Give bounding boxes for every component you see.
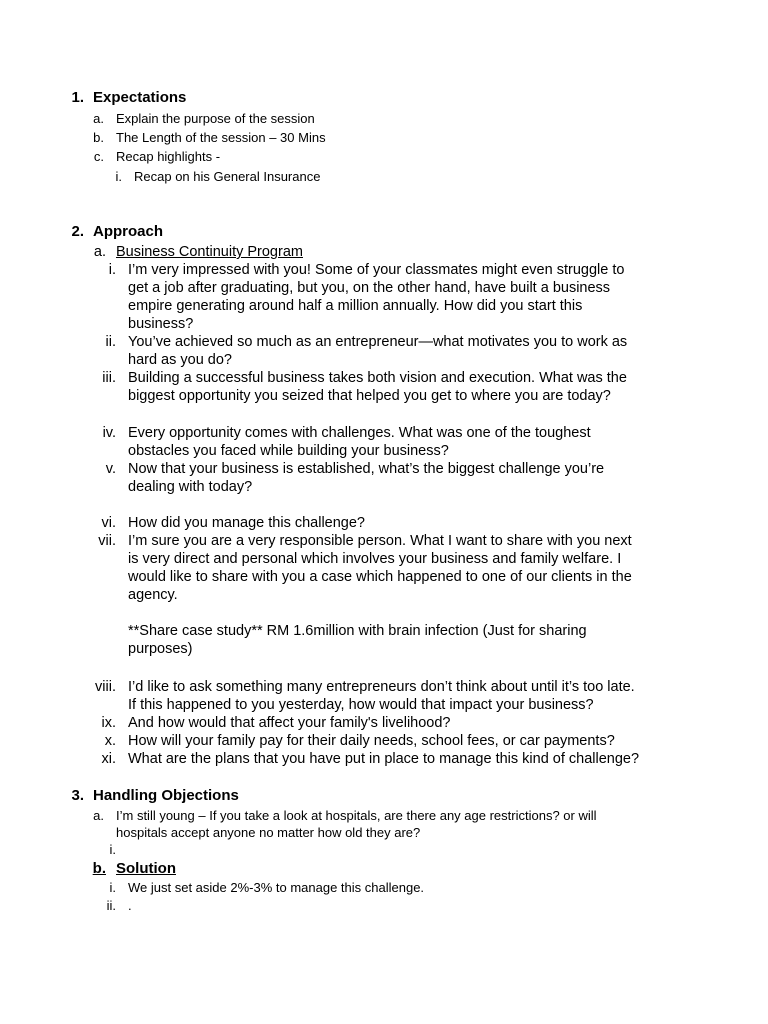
item-line: And how would that affect your family's livelihood? [128, 715, 451, 731]
item-line: How did you manage this challenge? [128, 515, 365, 531]
item-line: dealing with today? [128, 479, 253, 495]
item-marker: i. [109, 842, 116, 857]
item-line: If this happened to you yesterday, how would that impact your business? [128, 697, 594, 713]
item-line: hard as you do? [128, 352, 232, 368]
item-marker: iv. [102, 425, 116, 441]
item-line: Every opportunity comes with challenges. What was one of the toughest [128, 425, 591, 441]
section-title: Expectations [93, 89, 187, 106]
item-line: agency. [128, 587, 178, 603]
item-line: I’d like to ask something many entrepreneurs don’t think about until it’s too late. [128, 679, 635, 695]
item-marker: vii. [98, 533, 116, 549]
item-marker: c. [93, 149, 104, 164]
item-line: You’ve achieved so much as an entrepreneur—what motivates you to work as [128, 334, 628, 350]
item-text: . [128, 898, 132, 913]
item-line: hospitals accept anyone no matter how old they are? [116, 825, 421, 840]
item-line: biggest opportunity you seized that helped you get to where you are today? [128, 388, 611, 404]
section-number: 3. [71, 787, 84, 804]
solution-title: Solution [116, 860, 176, 877]
item-marker: a. [93, 111, 104, 126]
section-number: 1. [71, 89, 84, 106]
item-line: Building a successful business takes both vision and execution. What was the [128, 370, 627, 386]
item-marker: i. [109, 880, 116, 895]
item-marker: a. [93, 244, 106, 260]
item-line: What are the plans that you have put in place to manage this kind of challenge? [128, 751, 640, 767]
item-marker: a. [93, 808, 104, 823]
item-marker: ii. [106, 898, 116, 913]
section-title: Approach [93, 223, 164, 240]
item-marker: x. [104, 733, 116, 749]
item-text: The Length of the session – 30 Mins [116, 130, 326, 145]
item-line: I’m still young – If you take a look at hospitals, are there any age restrictions? or will [116, 808, 597, 823]
item-line: How will your family pay for their daily needs, school fees, or car payments? [128, 733, 615, 749]
item-line: is very direct and personal which involves your business and family welfare. I [128, 551, 622, 567]
item-line: empire generating around half a million annually. How did you start this [128, 298, 583, 314]
item-marker: vi. [101, 515, 116, 531]
item-line: **Share case study** RM 1.6million with brain infection (Just for sharing [128, 623, 587, 639]
item-line: business? [128, 316, 194, 332]
item-marker: xi. [101, 751, 116, 767]
item-line: get a job after graduating, but you, on the other hand, have built a business [128, 280, 611, 296]
item-text: We just set aside 2%-3% to manage this challenge. [128, 880, 425, 895]
item-line: obstacles you faced while building your business? [128, 443, 449, 459]
item-line: Now that your business is established, what’s the biggest challenge you’re [128, 461, 605, 477]
section-title: Handling Objections [93, 787, 239, 804]
item-line: would like to share with you a case which happened to one of our clients in the [128, 569, 632, 585]
item-line: I’m sure you are a very responsible person. What I want to share with you next [128, 533, 632, 549]
item-text: Recap on his General Insurance [134, 169, 321, 184]
subheading-text: Business Continuity Program [116, 244, 303, 260]
item-marker: b. [92, 860, 106, 877]
item-marker: i. [108, 262, 116, 278]
item-marker: i. [115, 169, 122, 184]
section-number: 2. [71, 223, 84, 240]
item-marker: ii. [105, 334, 116, 350]
item-text: Explain the purpose of the session [116, 111, 315, 126]
item-marker: v. [105, 461, 116, 477]
item-marker: viii. [95, 679, 116, 695]
item-line: purposes) [128, 641, 193, 657]
item-marker: ix. [101, 715, 116, 731]
item-line: I’m very impressed with you! Some of your classmates might even struggle to [128, 262, 625, 278]
item-marker: iii. [102, 370, 116, 386]
item-text: Recap highlights - [116, 149, 221, 164]
item-marker: b. [93, 130, 104, 145]
